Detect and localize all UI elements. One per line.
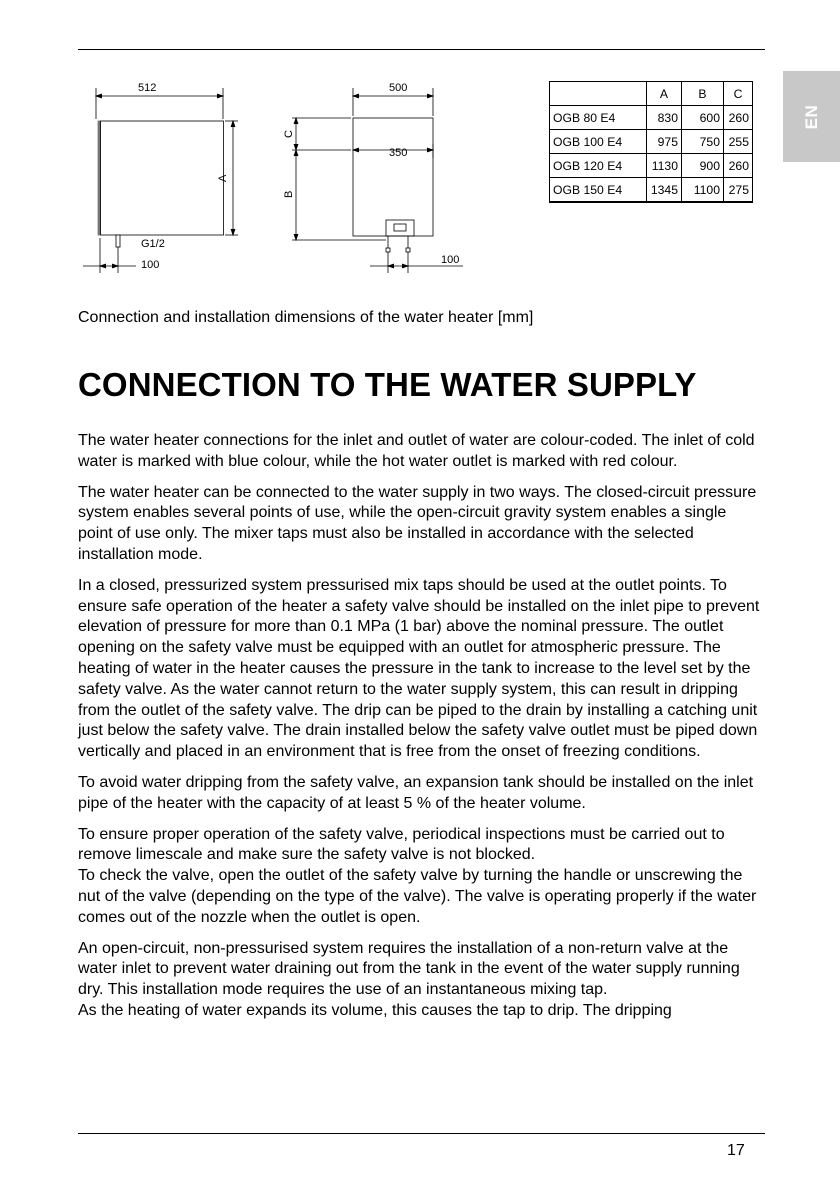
- thread-label: G1/2: [141, 238, 165, 250]
- table-row: [550, 154, 753, 178]
- table-header: A: [647, 82, 682, 106]
- dimension-label-c: C: [283, 130, 295, 138]
- table-row: [550, 106, 753, 130]
- table-cell: 975: [647, 130, 682, 154]
- table-cell: 600: [682, 106, 724, 130]
- paragraph: To avoid water dripping from the safety valve, an expansion tank should be installed on the inlet pipe of the heater with the capacity of at least 5 % of the heater volume.: [78, 773, 754, 812]
- language-tab-label: EN: [801, 104, 821, 129]
- front-view-drawing: [292, 88, 463, 273]
- table-cell: 900: [682, 154, 724, 178]
- table-cell: 1345: [647, 178, 682, 203]
- dimension-label-512: 512: [138, 82, 157, 94]
- table-cell: 260: [724, 154, 753, 178]
- section-heading: CONNECTION TO THE WATER SUPPLY: [78, 366, 697, 403]
- table-cell-model: OGB 80 E4: [550, 106, 647, 130]
- paragraph: In a closed, pressurized system pressurised mix taps should be used at the outlet points. To ensure safe operation of the heater a safety valve should be installed on the inlet pipe to prevent elevation of pressure for more than 0.1 MPa (1 bar) above the nominal pressure. The outlet opening on the safety valve must be equipped with an outlet for atmospheric pressure. The heating of water in the heater causes the pressure in the tank to increase to the level set by the safety valve. As the water cannot return to the water supply system, this can result in dripping from the outlet of the safety valve. The drip can be piped to the drain by installing a catching unit just below the safety valve. The drain installed below the safety valve outlet must be piped down vertically and placed in an environment that is free from the onset of freezing conditions.: [78, 576, 760, 761]
- table-cell: 275: [724, 178, 753, 203]
- dimension-label-a: A: [217, 174, 229, 182]
- table-row: [550, 178, 753, 203]
- dimension-label-100-left: 100: [141, 259, 160, 271]
- table-cell-model: OGB 120 E4: [550, 154, 647, 178]
- paragraph: The water heater can be connected to the water supply in two ways. The closed-circuit pressure system enables several points of use, while the open-circuit gravity system enables a single point of use only. The mixer taps must also be installed in accordance with the selected installation mode.: [78, 483, 757, 563]
- installation-dimensions-diagram: [78, 78, 478, 278]
- paragraph: To ensure proper operation of the safety valve, periodical inspections must be carried out to remove limescale and make sure the safety valve is not blocked. To check the valve, open the outlet of the safety valve by turning the handle or unscrewing the nut of the valve (depending on the type of the valve). The valve is operating properly if the water comes out of the nozzle when the outlet is open.: [78, 825, 757, 926]
- dimension-label-350: 350: [389, 147, 408, 159]
- table-cell: 750: [682, 130, 724, 154]
- page-number: 17: [727, 1142, 745, 1159]
- table-row: [550, 130, 753, 154]
- table-cell-model: OGB 150 E4: [550, 178, 647, 203]
- body-text: [78, 431, 762, 1032]
- table-header: B: [682, 82, 724, 106]
- footer-rule: [78, 1133, 765, 1134]
- table-cell: 255: [724, 130, 753, 154]
- table-header: C: [724, 82, 753, 106]
- paragraph: An open-circuit, non-pressurised system requires the installation of a non-return valve at the water inlet to prevent water draining out from the tank in the event of the water supply running dry. This installation mode requires the use of an instantaneous mixing tap. As the heating of water expands its volume, this causes the tap to drip. The dripping: [78, 939, 740, 1019]
- dimensions-table: [549, 81, 753, 203]
- header-rule: [78, 49, 765, 50]
- dimension-label-100-right: 100: [441, 254, 460, 266]
- table-header: [550, 82, 647, 106]
- table-header-row: [550, 82, 753, 106]
- table-cell: 1130: [647, 154, 682, 178]
- table-cell: 830: [647, 106, 682, 130]
- table-cell: 1100: [682, 178, 724, 203]
- dimension-label-500: 500: [389, 82, 408, 94]
- language-tab: [783, 71, 840, 162]
- paragraph: The water heater connections for the inlet and outlet of water are colour-coded. The inlet of cold water is marked with blue colour, while the hot water outlet is marked with red colour.: [78, 432, 755, 470]
- figure-caption: Connection and installation dimensions of the water heater [mm]: [78, 309, 534, 326]
- table-cell-model: OGB 100 E4: [550, 130, 647, 154]
- dimension-label-b: B: [283, 190, 295, 198]
- table-cell: 260: [724, 106, 753, 130]
